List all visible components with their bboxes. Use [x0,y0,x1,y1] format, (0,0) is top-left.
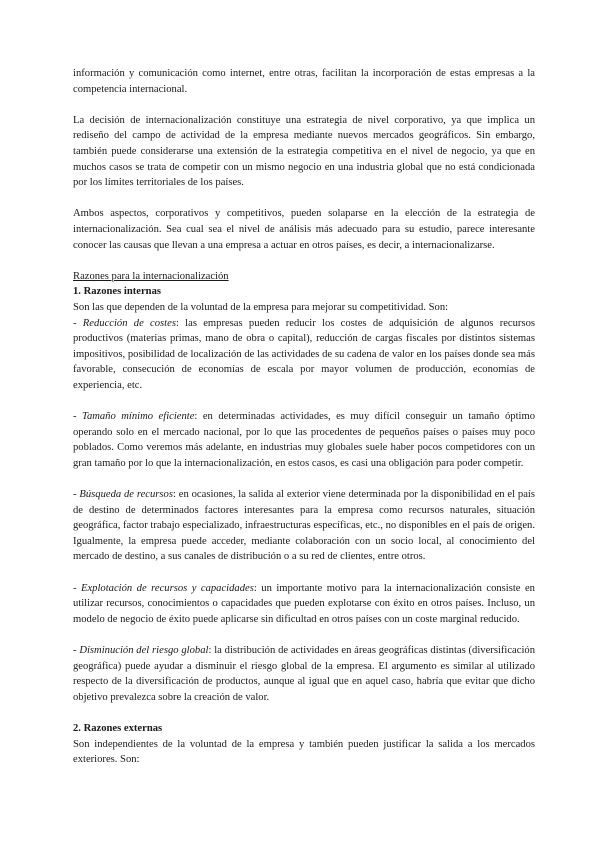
paragraph: La decisión de internacionalización constituye una estrategia de nivel corporativo, ya que implica un rediseño del campo de actividad de la empresa mediante nuevos mercados geográficos. Sin embargo, también puede considerarse una extensión de la estrategia competitiva en el nivel de negocio, ya que en muchos casos se trata de competir con un mismo negocio en una industria global que no está condicionada por los límites territoriales de los países. [73,114,535,189]
item-separator: : [194,411,203,423]
item-separator: : [253,582,262,594]
heading-internal-reasons: 1. Razones internas [73,286,161,298]
item-text: en determinadas actividades, es muy difícil conseguir un tamaño óptimo operando solo en el mercado nacional, por lo que las procedentes de pequeños países o países muy poco poblados. Como veremos más adelante, en industrias muy globales suele haber pocos competidores con un gran tamaño por lo que la internacionalización, en estos casos, es casi una obligación para poder competir. [73,411,535,469]
list-item [73,581,535,628]
item-label: - Búsqueda de recursos [73,489,173,501]
list-item [73,487,535,565]
list-item [73,643,535,705]
paragraph: información y comunicación como internet, entre otras, facilitan la incorporación de estas empresas a la competencia internacional. [73,68,535,95]
item-text: la distribución de actividades en áreas geográficas distintas (diversificación geográfica) puede ayudar a disminuir el riesgo global de la empresa. El argumento es similar al utilizado respecto de la diversificación de productos, aunque al igual que en aquel caso, habría que evitar que dicho objetivo prevalezca sobre la creación de valor. [73,644,535,703]
paragraph: Son independientes de la voluntad de la empresa y también pueden justificar la salida a los mercados exteriores. Son: [73,738,535,766]
item-separator: : [175,317,186,329]
item-text: en ocasiones, la salida al exterior viene determinada por la disponibilidad en el país de destino de determinados factores interesantes para la empresa como recursos naturales, situación geográfica, factor trabajo especializado, infraestructuras específicas, etc., no disponibles en el país de origen. Igualmente, la empresa puede acceder, mediante colaboración con un socio local, al conocimiento del mercado de destino, a sus canales de distribución o a su red de clientes, entre otros. [73,489,535,563]
section-title: Razones para la internacionalización [73,270,229,282]
item-text: las empresas pueden reducir los costes de adquisición de algunos recursos productivos (materias primas, mano de obra o capital), reducción de cargas fiscales por distintos sistemas impositivos, posibilidad de localización de las actividades de su cadena de valor en los países donde sea más favorable, consecución de economías de escala por mayor volumen de producción, economías de experiencia, etc. [73,317,536,391]
list-item [73,409,535,471]
paragraph: Son las que dependen de la voluntad de la empresa para mejorar su competitividad. Son: [73,301,449,313]
item-label: - Tamaño mínimo eficiente [73,411,195,423]
item-label: - Explotación de recursos y capacidades [73,582,254,594]
item-separator: : [208,644,215,656]
item-text: un importante motivo para la internacionalización consiste en utilizar recursos, conocimientos o capacidades que pueden explotarse con éxito en otros países. Incluso, un modelo de negocio de éxito puede aplicarse sin dificultad en otros países con un coste marginal reducido. [73,582,535,625]
item-separator: : [172,489,179,501]
list-item [73,316,535,394]
paragraph: Ambos aspectos, corporativos y competitivos, pueden solaparse en la elección de la estrategia de internacionalización. Sea cual sea el nivel de análisis más adecuado para su estudio, parece interesante conocer las causas que llevan a una empresa a actuar en otros países, es decir, a internacionalizarse. [73,208,535,251]
item-label: - Reducción de costes [73,317,176,329]
heading-external-reasons: 2. Razones externas [73,722,163,734]
item-label: - Disminución del riesgo global [73,644,209,656]
document-page [73,66,535,768]
